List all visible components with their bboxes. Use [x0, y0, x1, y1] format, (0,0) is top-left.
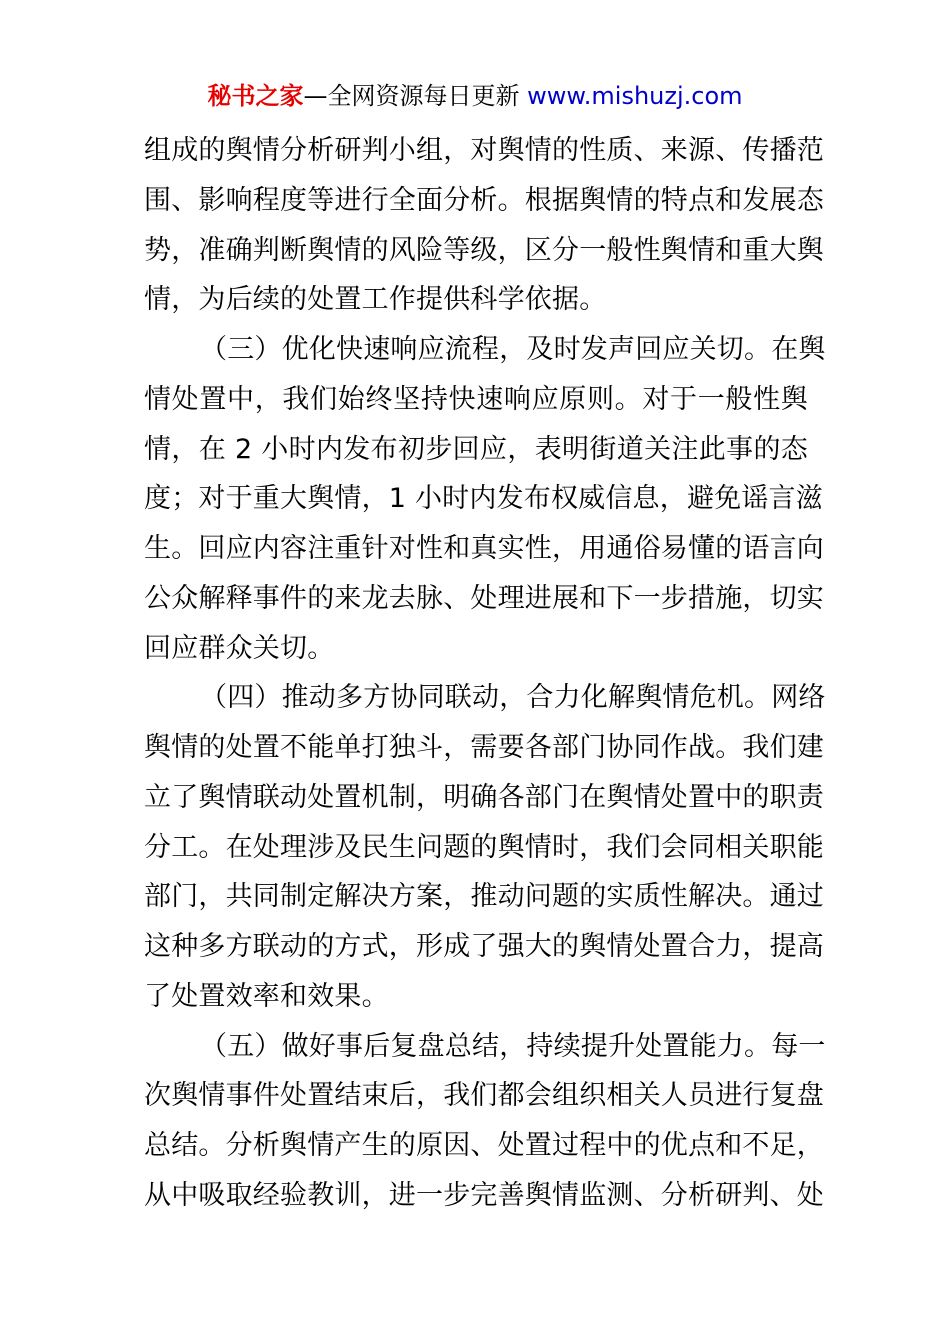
text-line: 了处置效率和效果。 [144, 980, 389, 1012]
text-line: 部门，共同制定解决方案，推动问题的实质性解决。通过 [144, 881, 824, 913]
text-line: 情，在 2 小时内发布初步回应，表明街道关注此事的态 [144, 433, 808, 465]
text-line: 分工。在处理涉及民生问题的舆情时，我们会同相关职能 [144, 831, 824, 863]
section-heading-line: （三）优化快速响应流程，及时发声回应关切。在舆 [200, 334, 826, 365]
text-line: 情处置中，我们始终坚持快速响应原则。对于一般性舆 [144, 383, 808, 415]
section-heading-line: （四）推动多方协同联动，合力化解舆情危机。网络 [200, 682, 826, 714]
text-line: 围、影响程度等进行全面分析。根据舆情的特点和发展态 [144, 184, 824, 216]
text-line: 公众解释事件的来龙去脉、处理进展和下一步措施，切实 [144, 582, 824, 614]
text-line: 势，准确判断舆情的风险等级，区分一般性舆情和重大舆 [144, 234, 824, 266]
document-body [144, 126, 826, 1221]
site-url[interactable]: www.mishuzj.com [527, 82, 743, 110]
header-tagline: —全网资源每日更新 [303, 82, 528, 110]
text-line: 组成的舆情分析研判小组，对舆情的性质、来源、传播范 [144, 135, 824, 166]
text-line: 舆情的处置不能单打独斗，需要各部门协同作战。我们建 [144, 732, 824, 763]
text-line: 情，为后续的处置工作提供科学依据。 [144, 284, 607, 316]
text-line: 这种多方联动的方式，形成了强大的舆情处置合力，提高 [144, 931, 824, 962]
text-line: 立了舆情联动处置机制，明确各部门在舆情处置中的职责 [144, 781, 824, 813]
text-line: 次舆情事件处置结束后，我们都会组织相关人员进行复盘 [144, 1080, 824, 1112]
watermark-header [0, 80, 950, 112]
text-line: 生。回应内容注重针对性和真实性，用通俗易懂的语言向 [144, 533, 824, 564]
text-line: 从中吸取经验教训，进一步完善舆情监测、分析研判、处 [144, 1179, 824, 1211]
text-line: 回应群众关切。 [144, 632, 335, 664]
text-line: 总结。分析舆情产生的原因、处置过程中的优点和不足， [144, 1130, 824, 1161]
section-heading-line: （五）做好事后复盘总结，持续提升处置能力。每一 [200, 1030, 826, 1062]
brand-name: 秘书之家 [207, 82, 304, 110]
text-line: 度；对于重大舆情，1 小时内发布权威信息，避免谣言滋 [144, 483, 823, 515]
